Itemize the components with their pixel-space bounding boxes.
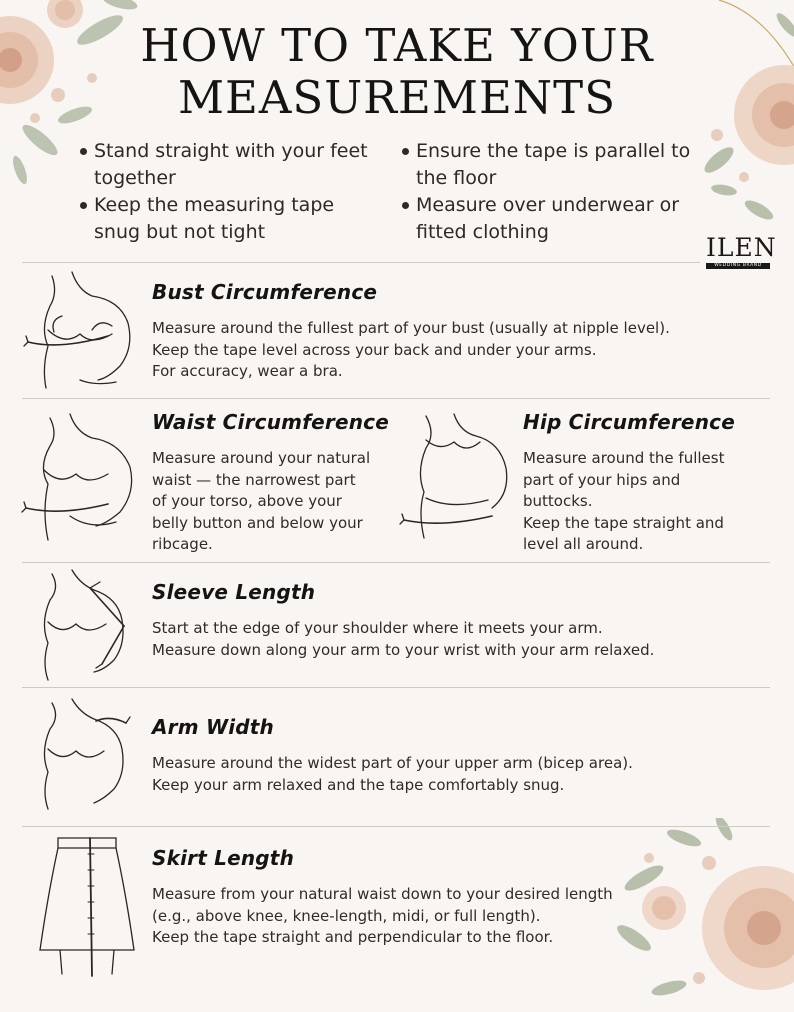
divider: [22, 262, 700, 263]
body-line: Measure around the fullest part of your bust (usually at nipple level).: [152, 319, 670, 337]
brand-tagline: WEDDING BRAND: [706, 263, 770, 269]
body-line: Keep your arm relaxed and the tape comfortably snug.: [152, 775, 565, 794]
tips-list-right: [402, 138, 702, 246]
tip-text: the floor: [416, 166, 497, 189]
page-title-line: MEASUREMENTS: [177, 71, 617, 124]
body-line: of your torso, above your: [152, 492, 342, 510]
bust-measurement-illustration: [20, 268, 140, 393]
bullet-icon: [402, 202, 409, 209]
section-title-skirt: Skirt Length: [152, 846, 295, 870]
tip-item: [80, 138, 380, 191]
body-line: (e.g., above knee, knee-length, midi, or full length).: [152, 906, 541, 925]
body-line: Keep the tape straight and: [523, 513, 724, 532]
tip-text: Ensure the tape is parallel to: [416, 140, 691, 162]
page-title-line: HOW TO TAKE YOUR: [140, 19, 654, 72]
section-title-arm: Arm Width: [152, 715, 274, 739]
body-line: ribcage.: [152, 535, 213, 553]
body-line: Measure from your natural waist down to your desired length: [152, 885, 613, 903]
tip-text: Stand straight with your feet: [94, 140, 368, 162]
section-title-bust: Bust Circumference: [152, 280, 378, 304]
bullet-icon: [402, 148, 409, 155]
tips-list-left: [80, 138, 380, 246]
body-line: Measure around your natural: [152, 449, 371, 467]
section-body-bust: [152, 318, 670, 383]
body-line: Measure around the widest part of your upper arm (bicep area).: [152, 754, 633, 772]
section-body-hip: [523, 448, 724, 556]
arm-measurement-illustration: [30, 697, 140, 812]
tip-text: Keep the measuring tape: [94, 194, 335, 216]
section-body-arm: [152, 753, 633, 796]
hip-measurement-illustration: [396, 412, 516, 542]
body-line: Keep the tape straight and perpendicular to the floor.: [152, 928, 554, 946]
tip-item: [402, 138, 702, 191]
body-line: buttocks.: [523, 492, 593, 510]
tip-item: [80, 192, 380, 245]
body-line: Start at the edge of your shoulder where it meets your arm.: [152, 619, 603, 637]
tip-text: snug but not tight: [94, 220, 266, 243]
floral-decoration-bottom-right: [614, 818, 794, 1008]
skirt-measurement-illustration: [30, 834, 140, 979]
body-line: Measure around the fullest: [523, 449, 725, 467]
body-line: part of your hips and: [523, 470, 681, 489]
page-title: [0, 20, 794, 124]
body-line: For accuracy, wear a bra.: [152, 362, 343, 380]
body-line: Measure down along your arm to your wrist with your arm relaxed.: [152, 640, 655, 659]
bullet-icon: [80, 148, 87, 155]
divider: [22, 687, 770, 688]
sleeve-measurement-illustration: [30, 568, 140, 683]
tip-text: Measure over underwear or: [416, 194, 680, 216]
body-line: Keep the tape level across your back and under your arms.: [152, 340, 597, 359]
section-body-sleeve: [152, 618, 654, 661]
divider: [22, 826, 770, 827]
tip-text: fitted clothing: [416, 220, 549, 243]
brand-name: ILEN: [706, 233, 777, 262]
section-title-waist: Waist Circumference: [152, 410, 389, 434]
section-body-skirt: [152, 884, 613, 949]
divider: [22, 398, 770, 399]
body-line: waist — the narrowest part: [152, 470, 356, 489]
body-line: level all around.: [523, 535, 644, 553]
divider: [22, 562, 770, 563]
section-body-waist: [152, 448, 370, 556]
waist-measurement-illustration: [20, 412, 140, 542]
section-title-hip: Hip Circumference: [523, 410, 735, 434]
tip-item: [402, 192, 702, 245]
bullet-icon: [80, 202, 87, 209]
body-line: belly button and below your: [152, 513, 363, 532]
section-title-sleeve: Sleeve Length: [152, 580, 316, 604]
brand-logo: [706, 233, 777, 269]
tip-text: together: [94, 166, 176, 189]
